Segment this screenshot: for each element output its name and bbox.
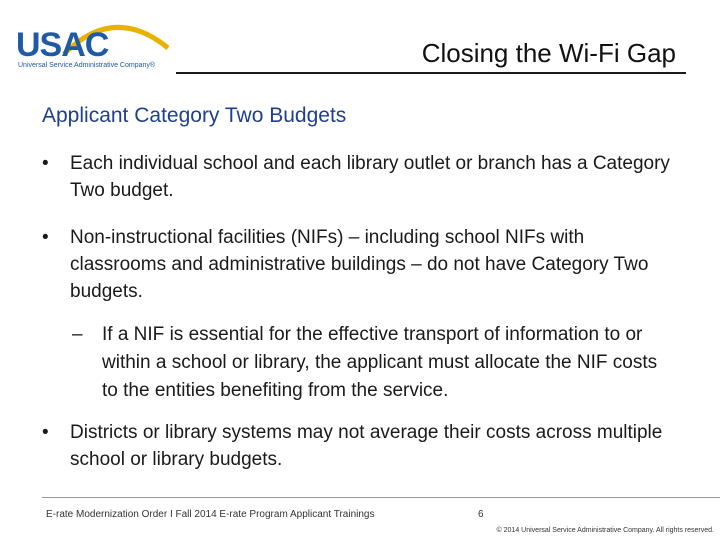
sub-bullet-mark: – bbox=[72, 324, 83, 345]
slide-heading: Applicant Category Two Budgets bbox=[42, 104, 347, 127]
bullet-mark: • bbox=[42, 422, 49, 443]
bullet-mark: • bbox=[42, 227, 49, 248]
sub-bullet-item bbox=[72, 321, 662, 405]
bullet-text: Non-instructional facilities (NIFs) – including school NIFs with classrooms and administrative buildings – do not have Category Two budgets. bbox=[70, 227, 649, 302]
header-divider bbox=[176, 72, 686, 74]
bullet-text: Each individual school and each library outlet or branch has a Category Two budget. bbox=[70, 153, 670, 201]
logo-subtitle: Universal Service Administrative Company® bbox=[18, 62, 156, 69]
sub-bullet-text: If a NIF is essential for the effective transport of information to or within a school or library, the applicant must allocate the NIF costs to the entities benefiting from the service. bbox=[102, 324, 658, 401]
bullet-item bbox=[42, 224, 682, 305]
bullet-text: Districts or library systems may not average their costs across multiple school or library budgets. bbox=[70, 422, 663, 470]
usac-logo bbox=[14, 14, 174, 74]
slide-content bbox=[42, 150, 682, 473]
bullet-mark: • bbox=[42, 153, 49, 174]
logo-wordmark: USAC bbox=[16, 26, 109, 64]
footer-caption: E-rate Modernization Order I Fall 2014 E-rate Program Applicant Trainings bbox=[46, 509, 375, 520]
copyright-notice: © 2014 Universal Service Administrative Company. All rights reserved. bbox=[496, 527, 714, 534]
page-number: 6 bbox=[478, 509, 484, 520]
bullet-item bbox=[42, 419, 682, 473]
presentation-title: Closing the Wi-Fi Gap bbox=[421, 38, 676, 68]
bullet-item bbox=[42, 150, 682, 204]
footer-divider bbox=[42, 497, 720, 498]
